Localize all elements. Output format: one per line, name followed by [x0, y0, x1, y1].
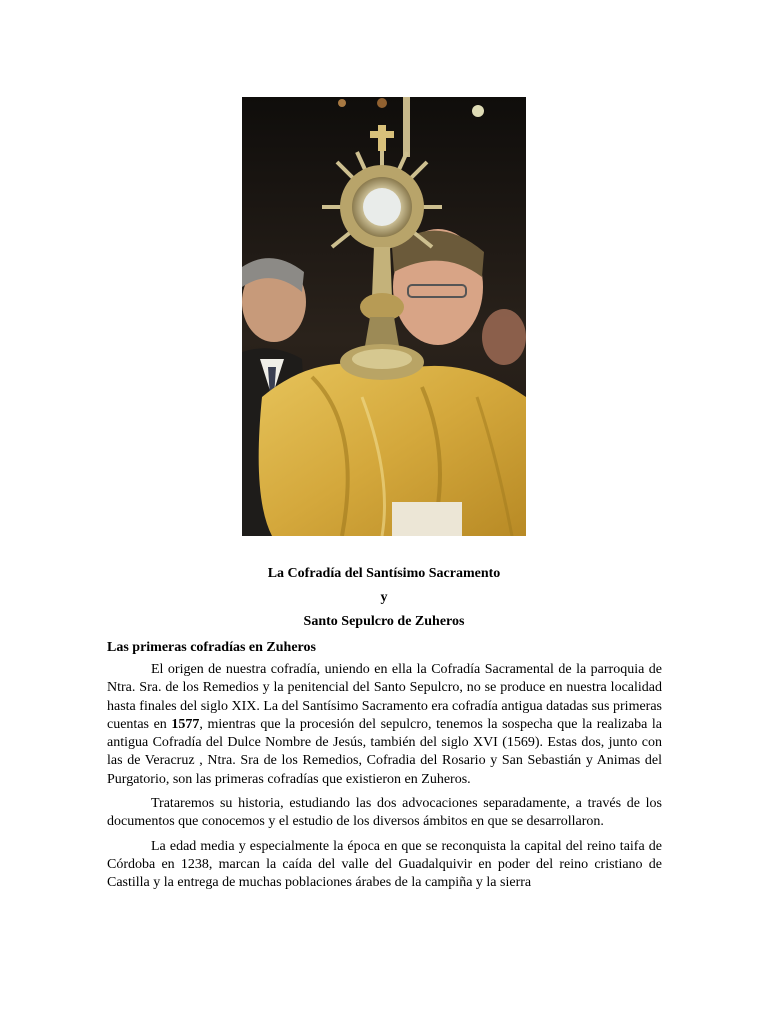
- title-line-1: La Cofradía del Santísimo Sacramento: [267, 566, 501, 581]
- paragraph-1: [107, 661, 662, 789]
- procession-photo: [242, 97, 526, 536]
- paragraph-2: Trataremos su historia, estudiando las dos advocaciones separadamente, a través de los documentos que conocemos y el estudio de los diversos ámbitos en que se desarrollaron.: [107, 796, 662, 830]
- monstrance-illustration: [242, 97, 526, 536]
- body-text: [107, 661, 662, 899]
- section-heading: Las primeras cofradías en Zuheros: [107, 640, 316, 655]
- paragraph-1-part-b: , mientras que la procesión del sepulcro, tenemos la sospecha que la realizaba la antigua Cofradía del Dulce Nombre de Jesús, también del siglo XVI (1569). Estas dos, junto con las de Veracruz , Ntra. Sra de los Remedios, Cofradia del Rosario y San Sebastián y Animas del Purgatorio, son las primeras cofradías que existieron en Zuheros.: [107, 716, 662, 787]
- title-line-2: y: [380, 590, 388, 605]
- year-1577: 1577: [171, 716, 200, 732]
- paragraph-1-part-a: El origen de nuestra cofradía, uniendo en ella la Cofradía Sacramental de la parroquia de Ntra. Sra. de los Remedios y la penitencial del Santo Sepulcro, no se produce en nuestra localidad hasta finales del siglo XIX. La del Santísimo Sacramento era cofradía antigua datadas sus primeras cuentas en: [107, 662, 662, 732]
- paragraph-3: La edad media y especialmente la época en que se reconquista la capital del reino taifa de Córdoba en 1238, marcan la caída del valle del Guadalquivir en poder del reino cristiano de Castilla y la entrega de muchas poblaciones árabes de la campiña y la sierra: [107, 838, 662, 891]
- title-line-3: Santo Sepulcro de Zuheros: [303, 614, 465, 629]
